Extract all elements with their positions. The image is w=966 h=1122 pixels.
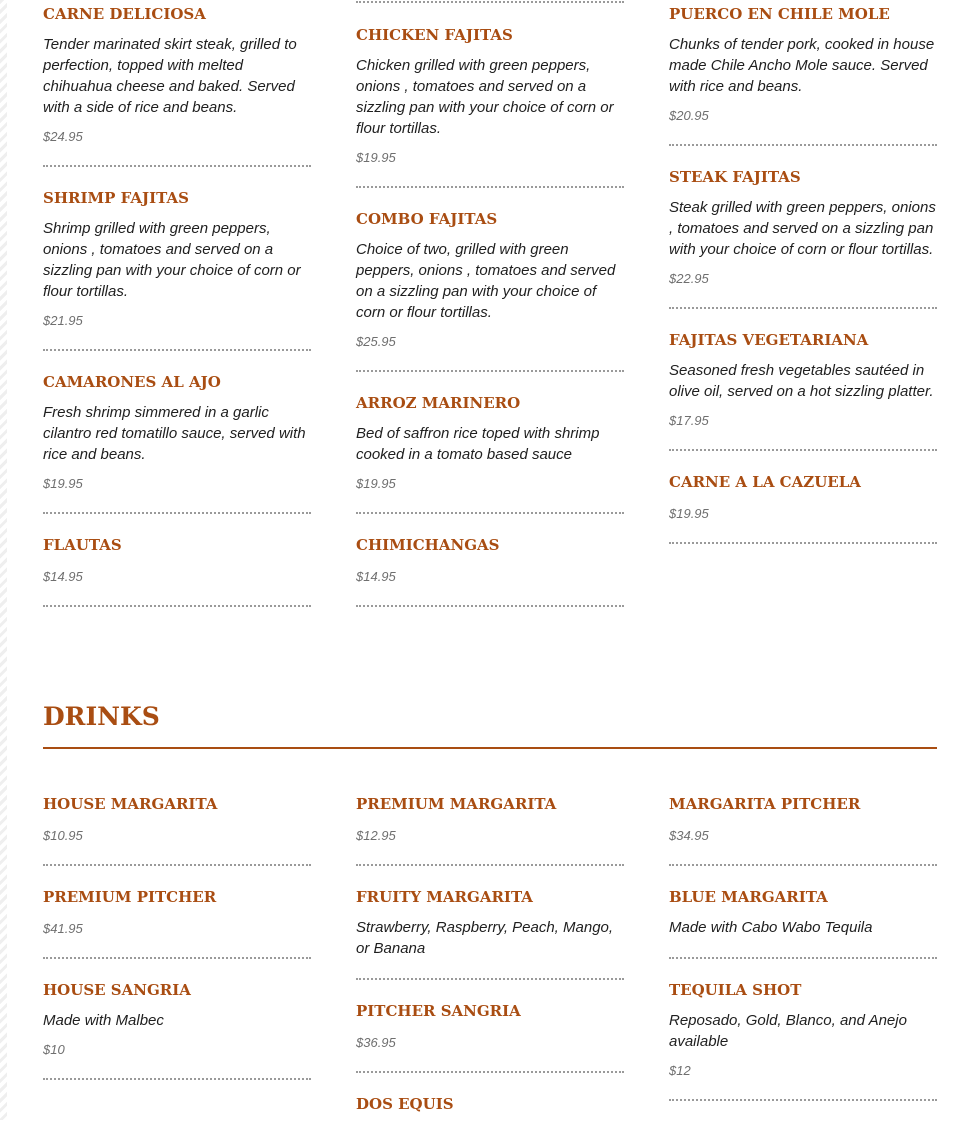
item-price: $22.95	[669, 271, 709, 286]
item-price: $34.95	[669, 828, 709, 843]
item-name: FRUITY MARGARITA	[356, 888, 533, 906]
item-name: PREMIUM PITCHER	[43, 888, 217, 906]
item-description: Strawberry, Raspberry, Peach, Mango, or Banana	[356, 919, 614, 957]
menu-item	[43, 372, 311, 493]
menu-item	[356, 393, 624, 493]
divider	[669, 957, 937, 959]
item-name: DOS EQUIS	[356, 1095, 454, 1113]
menu-item	[669, 167, 937, 288]
item-name: CAMARONES AL AJO	[43, 373, 221, 391]
item-price: $21.95	[43, 313, 83, 328]
menu-item	[356, 794, 624, 845]
menu-column-1	[43, 4, 311, 628]
divider	[356, 186, 624, 188]
item-description: Shrimp grilled with green peppers, onions , tomatoes and served on a sizzling pan with your choice of corn or flour tortillas.	[43, 220, 301, 300]
menu-item	[669, 472, 937, 523]
section-divider	[43, 747, 937, 749]
item-price: $17.95	[669, 413, 709, 428]
item-description: Chunks of tender pork, cooked in house made Chile Ancho Mole sauce. Served with rice and beans.	[669, 36, 935, 95]
decorative-border	[0, 0, 7, 1120]
item-name: COMBO FAJITAS	[356, 210, 498, 228]
drinks-column-1	[43, 794, 311, 1101]
item-name: FAJITAS VEGETARIANA	[669, 331, 869, 349]
item-price: $10	[43, 1042, 65, 1057]
drinks-column-2	[356, 794, 624, 1114]
menu-item	[669, 980, 937, 1080]
divider	[43, 957, 311, 959]
divider	[669, 864, 937, 866]
item-name: HOUSE SANGRIA	[43, 981, 191, 999]
menu-column-3	[669, 4, 937, 565]
item-price: $41.95	[43, 921, 83, 936]
item-price: $36.95	[356, 1035, 396, 1050]
item-name: CHIMICHANGAS	[356, 536, 500, 554]
menu-item	[356, 25, 624, 167]
divider	[669, 1099, 937, 1101]
item-name: PUERCO EN CHILE MOLE	[669, 5, 890, 23]
item-price: $14.95	[43, 569, 83, 584]
item-price: $19.95	[356, 150, 396, 165]
divider	[669, 144, 937, 146]
menu-item	[43, 794, 311, 845]
item-description: Chicken grilled with green peppers, onions , tomatoes and served on a sizzling pan with your choice of corn or flour tortillas.	[356, 57, 614, 137]
menu-item	[669, 330, 937, 430]
item-name: BLUE MARGARITA	[669, 888, 828, 906]
divider	[356, 370, 624, 372]
item-name: CHICKEN FAJITAS	[356, 26, 513, 44]
item-name: HOUSE MARGARITA	[43, 795, 218, 813]
item-price: $10.95	[43, 828, 83, 843]
item-price: $19.95	[356, 476, 396, 491]
item-description: Bed of saffron rice toped with shrimp cooked in a tomato based sauce	[356, 425, 600, 463]
drinks-column-3	[669, 794, 937, 1122]
menu-item	[43, 980, 311, 1059]
item-name: SHRIMP FAJITAS	[43, 189, 189, 207]
divider	[43, 605, 311, 607]
divider	[669, 449, 937, 451]
item-price: $12.95	[356, 828, 396, 843]
divider	[43, 165, 311, 167]
item-price: $12	[669, 1063, 691, 1078]
divider	[356, 512, 624, 514]
item-name: PREMIUM MARGARITA	[356, 795, 557, 813]
divider	[356, 605, 624, 607]
item-description: Reposado, Gold, Blanco, and Anejo available	[669, 1012, 907, 1050]
item-price: $14.95	[356, 569, 396, 584]
item-description: Tender marinated skirt steak, grilled to perfection, topped with melted chihuahua cheese and baked. Served with a side of rice and beans.	[43, 36, 297, 116]
item-name: PITCHER SANGRIA	[356, 1002, 521, 1020]
item-description: Made with Cabo Wabo Tequila	[669, 919, 873, 936]
menu-item	[356, 887, 624, 959]
divider	[669, 307, 937, 309]
divider	[43, 512, 311, 514]
item-description: Steak grilled with green peppers, onions , tomatoes and served on a sizzling pan with your choice of corn or flour tortillas.	[669, 199, 936, 258]
divider	[356, 1, 624, 3]
item-name: TEQUILA SHOT	[669, 981, 802, 999]
item-price: $19.95	[669, 506, 709, 521]
divider	[43, 1078, 311, 1080]
item-name: CARNE A LA CAZUELA	[669, 473, 861, 491]
item-description: Made with Malbec	[43, 1012, 164, 1029]
menu-item	[669, 4, 937, 125]
item-price: $20.95	[669, 108, 709, 123]
item-price: $25.95	[356, 334, 396, 349]
divider	[356, 864, 624, 866]
divider	[356, 978, 624, 980]
menu-item	[43, 188, 311, 330]
item-name: ARROZ MARINERO	[356, 394, 521, 412]
divider	[669, 542, 937, 544]
item-price: $19.95	[43, 476, 83, 491]
menu-item	[356, 1094, 624, 1114]
menu-item	[356, 1001, 624, 1052]
item-name: CARNE DELICIOSA	[43, 5, 206, 23]
menu-item	[356, 535, 624, 586]
item-description: Fresh shrimp simmered in a garlic cilantro red tomatillo sauce, served with rice and beans.	[43, 404, 306, 463]
divider	[356, 1071, 624, 1073]
item-description: Choice of two, grilled with green peppers, onions , tomatoes and served on a sizzling pan with your choice of corn or flour tortillas.	[356, 241, 616, 321]
menu-item	[356, 209, 624, 351]
item-name: MARGARITA PITCHER	[669, 795, 861, 813]
divider	[43, 349, 311, 351]
item-name: FLAUTAS	[43, 536, 122, 554]
menu-item	[43, 887, 311, 938]
item-description: Seasoned fresh vegetables sautéed in olive oil, served on a hot sizzling platter.	[669, 362, 934, 400]
menu-item	[43, 535, 311, 586]
menu-column-2	[356, 25, 624, 628]
menu-item	[669, 887, 937, 938]
section-heading-drinks: DRINKS	[43, 702, 160, 731]
divider	[43, 864, 311, 866]
item-price: $24.95	[43, 129, 83, 144]
menu-item	[43, 4, 311, 146]
menu-item	[669, 794, 937, 845]
item-name: STEAK FAJITAS	[669, 168, 801, 186]
